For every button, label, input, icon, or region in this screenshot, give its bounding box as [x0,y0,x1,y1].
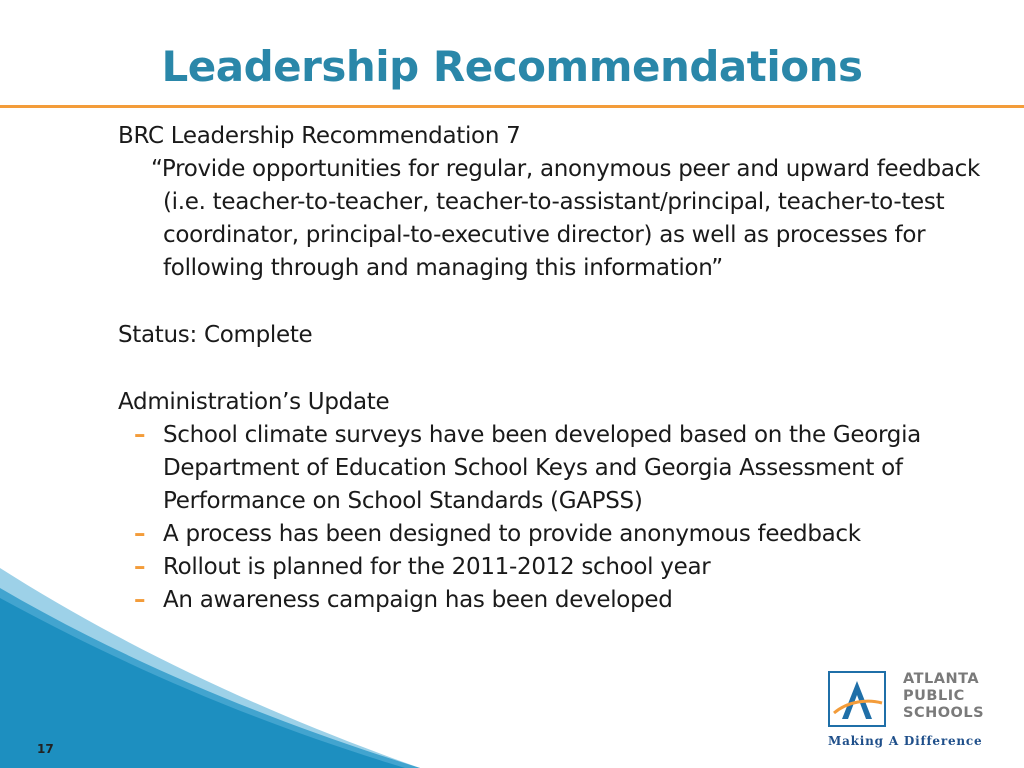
list-item: – Rollout is planned for the 2011-2012 school year [118,551,998,584]
letter-a-logo-icon [828,671,886,727]
dash-bullet-icon: – [134,422,146,448]
recommendation-heading: BRC Leadership Recommendation 7 [118,123,521,149]
status-text: Status: Complete [118,322,313,348]
dash-bullet-icon: – [134,521,146,547]
logo-tagline: Making A Difference [828,734,983,748]
slide-content [118,120,998,617]
title-divider [0,105,1024,108]
dash-bullet-icon: – [134,587,146,613]
logo-wordmark: ATLANTA PUBLIC SCHOOLS [903,671,985,721]
update-heading: Administration’s Update [118,389,390,415]
aps-logo [825,668,990,750]
recommendation-quote: “Provide opportunities for regular, anonymous peer and upward feedback (i.e. teacher-to-teacher, teacher-to-assistant/principal, teacher-to-test coordinator, principal-to-executive director) as well as processes for following through and managing this information” [151,156,980,281]
list-item: – School climate surveys have been developed based on the Georgia Department of Education School Keys and Georgia Assessment of Performance on School Standards (GAPSS) [118,419,998,518]
page-title: Leadership Recommendations [161,42,863,91]
list-item: – A process has been designed to provide anonymous feedback [118,518,998,551]
dash-bullet-icon: – [134,554,146,580]
list-item: – An awareness campaign has been developed [118,584,998,617]
slide-number: 17 [37,742,54,756]
